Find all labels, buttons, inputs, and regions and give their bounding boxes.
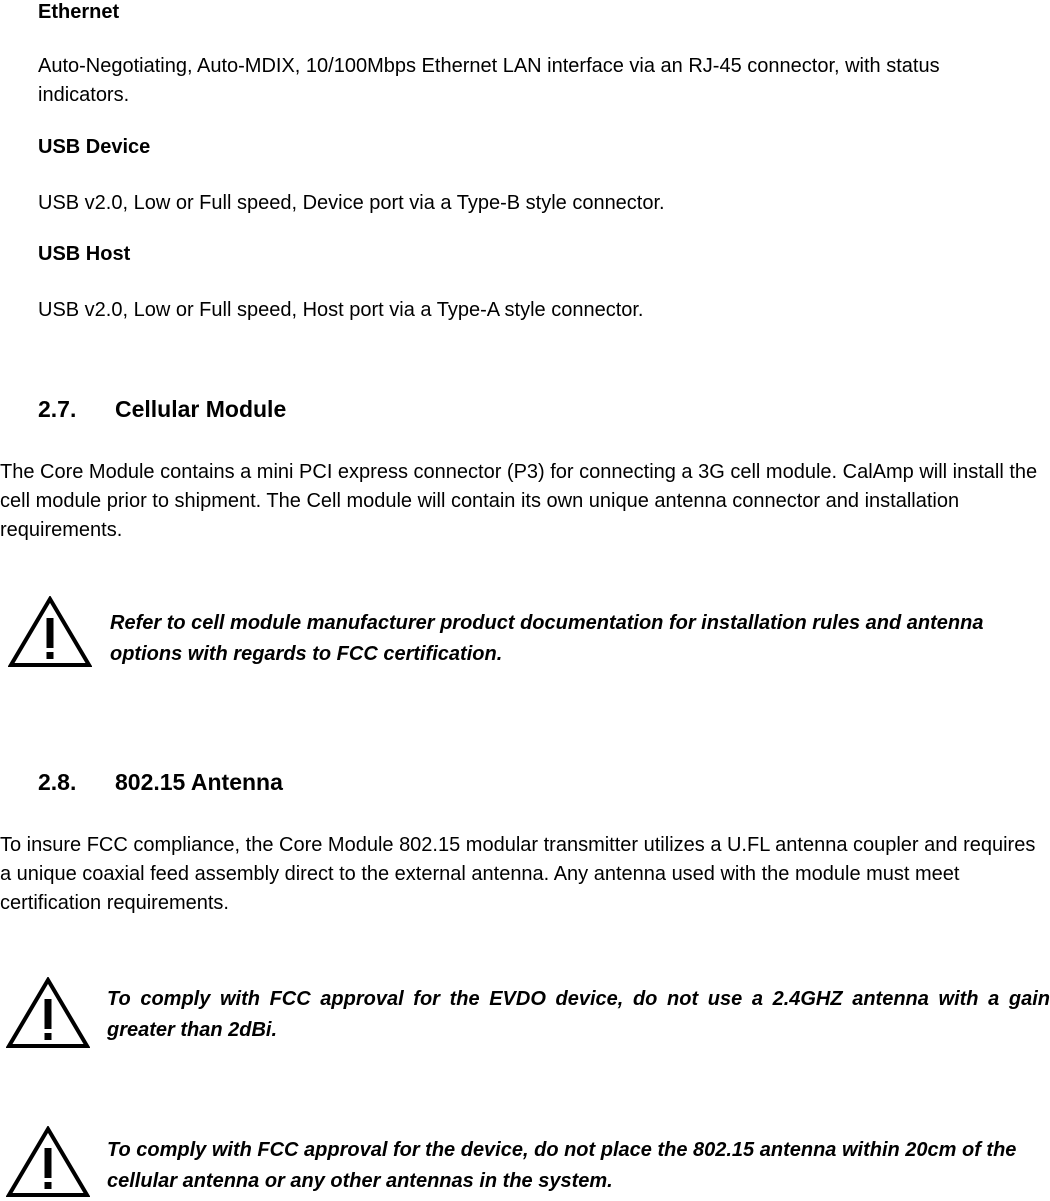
usb-device-heading: USB Device xyxy=(38,136,151,158)
section-number: 2.7. xyxy=(38,396,77,422)
evdo-warning-text: To comply with FCC approval for the EVDO device, do not use a 2.4GHZ antenna with a gain greater than 2dBi. xyxy=(107,988,1050,1041)
cellular-body: The Core Module contains a mini PCI express connector (P3) for connecting a 3G cell module. CalAmp will install the cell module prior to shipment. The Cell module will contain its own unique antenna connector and installation requirements. xyxy=(0,461,1038,541)
warning-icon xyxy=(8,596,92,668)
section-title: Cellular Module xyxy=(115,396,287,422)
separation-warning-text: To comply with FCC approval for the device, do not place the 802.15 antenna within 20cm of the cellular antenna or any other antennas in the system. xyxy=(107,1139,1017,1192)
section-number: 2.8. xyxy=(38,769,77,795)
usb-host-heading: USB Host xyxy=(38,243,131,265)
section-heading-cellular xyxy=(38,395,286,423)
ethernet-heading: Ethernet xyxy=(38,1,120,23)
cellular-warning-text: Refer to cell module manufacturer product documentation for installation rules and antenna options with regards to FCC certification. xyxy=(110,612,984,665)
warning-icon xyxy=(6,1126,90,1198)
antenna-body: To insure FCC compliance, the Core Module 802.15 modular transmitter utilizes a U.FL antenna coupler and requires a unique coaxial feed assembly direct to the external antenna. Any antenna used with the module must meet certification requirements. xyxy=(0,834,1036,914)
section-heading-antenna xyxy=(38,768,283,796)
section-title: 802.15 Antenna xyxy=(115,769,283,795)
usb-device-text: USB v2.0, Low or Full speed, Device port via a Type-B style connector. xyxy=(38,192,665,214)
usb-host-text: USB v2.0, Low or Full speed, Host port via a Type-A style connector. xyxy=(38,299,644,321)
ethernet-text: Auto-Negotiating, Auto-MDIX, 10/100Mbps Ethernet LAN interface via an RJ-45 connector, with status indicators. xyxy=(38,55,940,106)
warning-icon xyxy=(6,977,90,1049)
